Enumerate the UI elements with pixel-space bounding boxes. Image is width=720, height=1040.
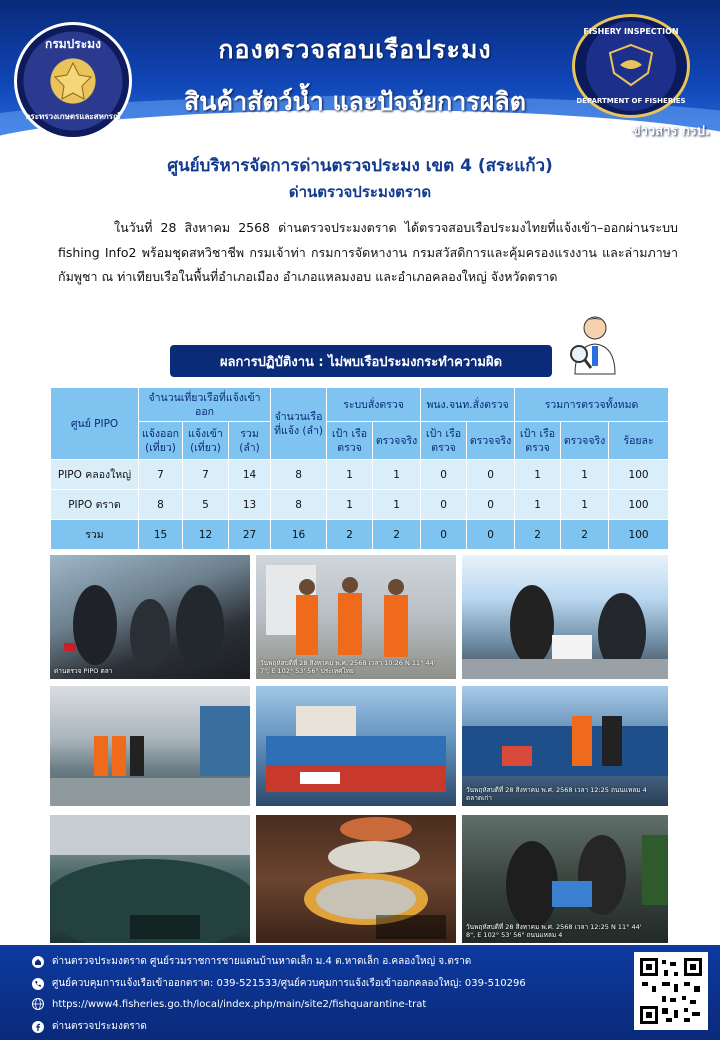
cell-in: 7: [183, 460, 229, 490]
table-row: [51, 460, 669, 490]
photo-fishing-net: [50, 815, 250, 943]
subheader-out: แจ้งออก (เที่ยว): [139, 422, 183, 460]
cell-vessels: 16: [271, 520, 327, 550]
header-title-line1: กองตรวจสอบเรือประมง: [218, 35, 492, 64]
table-total-row: [51, 520, 669, 550]
cell-officer-target: 0: [421, 520, 467, 550]
column-header-center: ศูนย์ PIPO: [51, 388, 139, 460]
footer-phone-line: [32, 976, 526, 991]
inspector-magnifier-icon: [565, 310, 625, 376]
department-of-fisheries-seal-logo: [14, 22, 132, 140]
subheader-system-target: เป้า เรือตรวจ: [327, 422, 373, 460]
seal-bottom-text: กระทรวงเกษตรและสหกรณ์: [25, 112, 121, 121]
home-icon: [32, 956, 44, 968]
cell-sum: 13: [229, 490, 271, 520]
cell-out: 7: [139, 460, 183, 490]
cell-total-actual: 2: [561, 520, 609, 550]
footer-facebook-line: [32, 1019, 147, 1034]
cell-system-actual: 1: [373, 460, 421, 490]
qr-code[interactable]: [634, 952, 708, 1030]
cell-officer-actual: 0: [467, 520, 515, 550]
cell-system-actual: 1: [373, 490, 421, 520]
photo-document-check-scene: [462, 555, 668, 679]
header-title-line2: สินค้าสัตว์น้ำ และปัจจัยการผลิต: [184, 87, 526, 116]
subheader-in: แจ้งเข้า (เที่ยว): [183, 422, 229, 460]
photo-caption: วันพฤหัสบดีที่ 28 สิงหาคม พ.ศ. 2568 เวลา 12:25 N 11° 44' 8", E 102° 53' 56" ถนนแหลม 4: [466, 923, 642, 939]
row-name: PIPO คลองใหญ่: [51, 460, 139, 490]
cell-system-actual: 2: [373, 520, 421, 550]
cell-percent: 100: [609, 460, 669, 490]
photo-staff-group: [256, 555, 456, 679]
cell-out: 15: [139, 520, 183, 550]
column-header-vessels: จำนวนเรือที่แจ้ง (ลำ): [271, 388, 327, 460]
photo-caption: วันพฤหัสบดีที่ 28 สิงหาคม พ.ศ. 2568 เวลา 10:26 N 11° 44' 7", E 102° 53' 56" ประเทศไทย: [260, 659, 436, 675]
cell-percent: 100: [609, 490, 669, 520]
cell-system-target: 2: [327, 520, 373, 550]
subheader-percent: ร้อยละ: [609, 422, 669, 460]
photo-fish-catch-baskets: [256, 815, 456, 943]
photo-pier-inspection: [50, 686, 250, 806]
group-header-system: ระบบสั่งตรวจ: [327, 388, 421, 422]
cell-out: 8: [139, 490, 183, 520]
globe-icon: [32, 998, 44, 1010]
cell-sum: 27: [229, 520, 271, 550]
cell-officer-target: 0: [421, 490, 467, 520]
photo-fishing-boat-scene: [256, 686, 456, 806]
footer-address: ด่านตรวจประมงตราด ศูนย์รวมราชการชายแดนบ้านหาดเล็ก ม.4 ต.หาดเล็ก อ.คลองใหญ่ จ.ตราด: [52, 956, 472, 967]
photo-caption: ด่านตรวจ PIPO ตลา: [54, 667, 113, 675]
cell-total-target: 1: [515, 490, 561, 520]
photo-caption: วันพฤหัสบดีที่ 28 สิงหาคม พ.ศ. 2568 เวลา 12:25 ถนนแหลม 4 ตลาดเก่า: [466, 786, 647, 802]
photo-fishing-boat: [256, 686, 456, 806]
footer-website-line: [32, 998, 426, 1010]
photo-officers-at-checkpoint-scene: [50, 555, 250, 679]
inspection-shield-icon: [606, 43, 656, 87]
cell-vessels: 8: [271, 460, 327, 490]
photo-boat-deck-inspection: [462, 686, 668, 806]
subheader-total-actual: ตรวจจริง: [561, 422, 609, 460]
table-row: [51, 490, 669, 520]
inspection-summary-table: [50, 387, 669, 550]
group-header-total: รวมการตรวจทั้งหมด: [515, 388, 669, 422]
row-name: PIPO ตราด: [51, 490, 139, 520]
group-header-officer: พนง.จนท.สั่งตรวจ: [421, 388, 515, 422]
cell-officer-actual: 0: [467, 490, 515, 520]
seal-top-text: กรมประมง: [45, 37, 101, 51]
cell-total-target: 2: [515, 520, 561, 550]
report-paragraph: ในวันที่ 28 สิงหาคม 2568 ด่านตรวจประมงตราด ได้ตรวจสอบเรือประมงไทยที่แจ้งเข้า–ออกผ่านระบบ fishing Info2 พร้อมชุดสหวิชาชีพ กรมเจ้าท่า กรมการจัดหางาน กรมสวัสดิการและคุ้มครองแรงงาน และล่ามภาษากัมพูชา ณ ท่าเทียบเรือในพื้นที่อำเภอเมือง อำเภอแหลมงอบ และอำเภอคลองใหญ่ จังหวัดตราด: [58, 220, 678, 284]
cell-officer-actual: 0: [467, 460, 515, 490]
center-title: ศูนย์บริหารจัดการด่านตรวจประมง เขต 4 (สระแก้ว): [167, 156, 553, 176]
logo-ring-bottom-text: DEPARTMENT OF FISHERIES: [576, 97, 686, 105]
photo-fish-catch-baskets-scene: [256, 815, 456, 943]
photo-pier-inspection-scene: [50, 686, 250, 806]
footer-address-line: [32, 954, 471, 969]
cell-system-target: 1: [327, 460, 373, 490]
subheader-officer-target: เป้า เรือตรวจ: [421, 422, 467, 460]
photo-officers-at-checkpoint: [50, 555, 250, 679]
station-title: ด่านตรวจประมงตราด: [288, 183, 432, 201]
qr-code-graphic: [638, 956, 704, 1026]
cell-in: 12: [183, 520, 229, 550]
footer-facebook-link[interactable]: ด่านตรวจประมงตราด: [52, 1021, 147, 1032]
photo-document-review: [462, 815, 668, 943]
footer-phones: ศูนย์ควบคุมการแจ้งเรือเข้าออกตราด: 039-521533/ศูนย์ควบคุมการแจ้งเรือเข้าออกคลองใหญ่: 039-510296: [52, 978, 526, 989]
phone-icon: [32, 978, 44, 990]
fishery-inspection-logo: [572, 14, 690, 118]
cell-total-actual: 1: [561, 460, 609, 490]
row-name: รวม: [51, 520, 139, 550]
cell-total-target: 1: [515, 460, 561, 490]
cell-total-actual: 1: [561, 490, 609, 520]
group-header-trips: จำนวนเที่ยวเรือที่แจ้งเข้าออก: [139, 388, 271, 422]
photo-fishing-net-scene: [50, 815, 250, 943]
footer-website-link[interactable]: https://www4.fisheries.go.th/local/index.php/main/site2/fishquarantine-trat: [52, 998, 427, 1010]
facebook-icon: [32, 1021, 44, 1033]
photo-document-check: [462, 555, 668, 679]
cell-sum: 14: [229, 460, 271, 490]
subheader-sum: รวม (ลำ): [229, 422, 271, 460]
result-banner: ผลการปฏิบัติงาน : ไม่พบเรือประมงกระทำความผิด: [170, 345, 552, 377]
cell-vessels: 8: [271, 490, 327, 520]
cell-percent: 100: [609, 520, 669, 550]
subheader-system-actual: ตรวจจริง: [373, 422, 421, 460]
subheader-total-target: เป้า เรือตรวจ: [515, 422, 561, 460]
subheader-officer-actual: ตรวจจริง: [467, 422, 515, 460]
cell-in: 5: [183, 490, 229, 520]
logo-ring-top-text: FISHERY INSPECTION: [583, 27, 679, 36]
news-tag: ข่าวสาร กรป.: [631, 124, 710, 139]
cell-system-target: 1: [327, 490, 373, 520]
seal-emblem-icon: [53, 61, 93, 101]
cell-officer-target: 0: [421, 460, 467, 490]
